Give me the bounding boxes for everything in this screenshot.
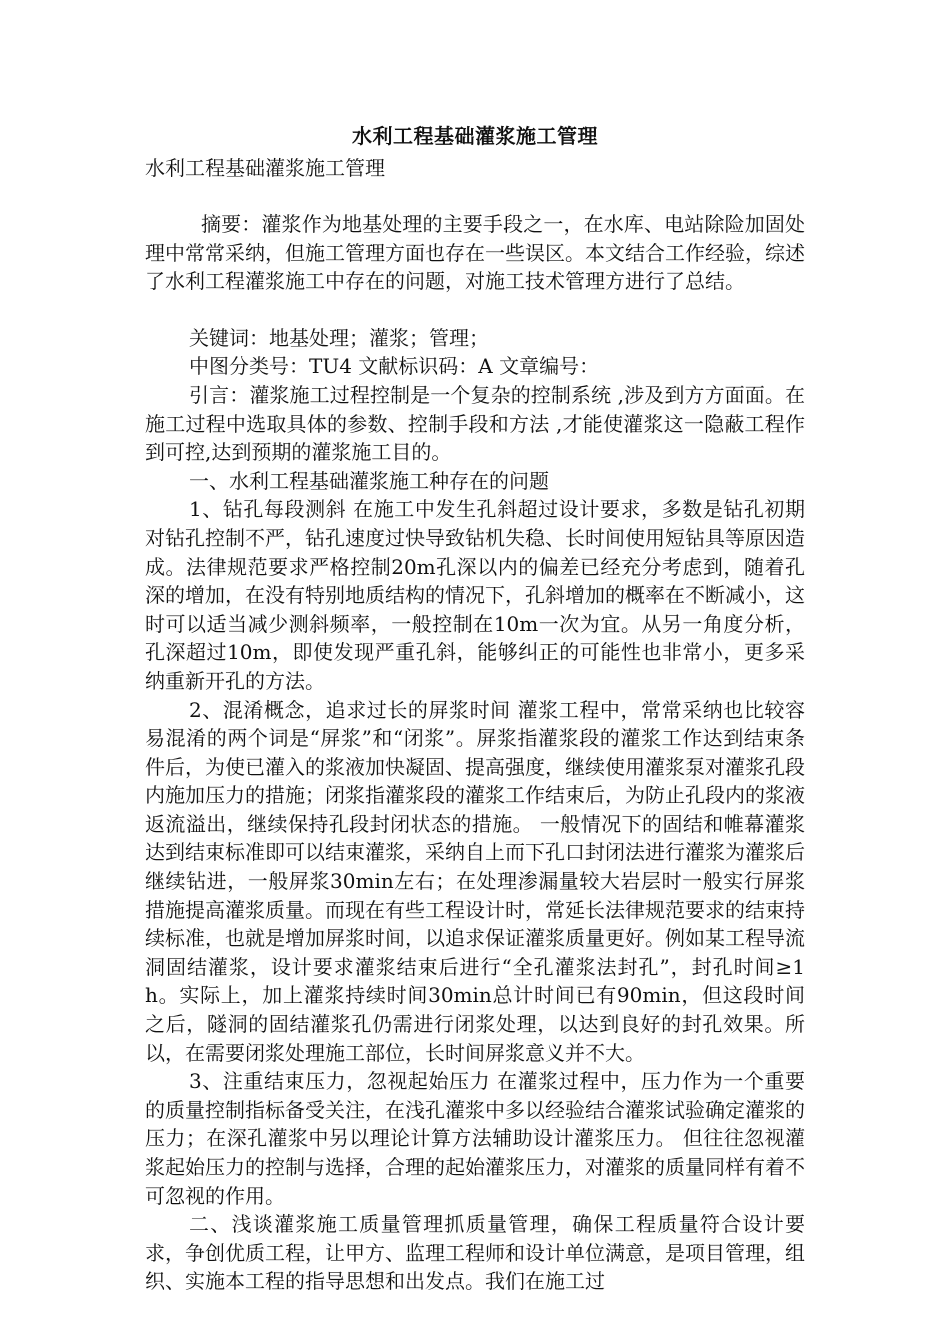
section-2-paragraph: 二、浅谈灌浆施工质量管理抓质量管理，确保工程质量符合设计要求，争创优质工程，让甲方、监理工程师和设计单位满意，是项目管理，组织、实施本工程的指导思想和出发点。我们在施工过 [145,1212,805,1294]
keywords-line: 关键词：地基处理；灌浆；管理； [189,325,489,350]
document-page [145,118,805,1296]
blank-line [145,182,805,210]
classification-line: 中图分类号：TU4 文献标识码：A 文章编号： [189,354,600,379]
item-1-paragraph: 1、钻孔每段测斜 在施工中发生孔斜超过设计要求，多数是钻孔初期对钻孔控制不严，钻孔速度过快导致钻机失稳、长时间使用短钻具等原因造成。法律规范要求严格控制20m孔深以内的偏差已经充分考虑到，随着孔深的增加，在没有特别地质结构的情况下，孔斜增加的概率在不断减小，这时可以适当减少测斜频率，一般控制在10m一次为宜。从另一角度分析，孔深超过10m，即使发现严重孔斜，能够纠正的可能性也非常小，更多采纳重新开孔的方法。 [145,497,805,693]
blank-line [145,296,805,324]
section-heading-1: 一、水利工程基础灌浆施工种存在的问题 [189,468,549,493]
document-subtitle: 水利工程基础灌浆施工管理 [145,156,385,180]
intro-paragraph: 引言：灌浆施工过程控制是一个复杂的控制系统 ,涉及到方方面面。在施工过程中选取具体的参数、控制手段和方法 ,才能使灌浆这一隐蔽工程作到可控,达到预期的灌浆施工目的。 [145,382,805,465]
item-2-paragraph: 2、混淆概念，追求过长的屏浆时间 灌浆工程中，常常采纳也比较容易混淆的两个词是“屏浆”和“闭浆”。屏浆指灌浆段的灌浆工作达到结束条件后，为使已灌入的浆液加快凝固、提高强度，继续使用灌浆泵对灌浆孔段内施加压力的措施；闭浆指灌浆段的灌浆工作结束后，为防止孔段内的浆液返流溢出，继续保持孔段封闭状态的措施。 一般情况下的固结和帷幕灌浆达到结束标准即可以结束灌浆，采纳自上而下孔口封闭法进行灌浆为灌浆后继续钻进，一般屏浆30min左右；在处理渗漏量较大岩层时一般实行屏浆措施提高灌浆质量。而现在有些工程设计时，常延长法律规范要求的结束持续标准，也就是增加屏浆时间，以追求保证灌浆质量更好。例如某工程导流洞固结灌浆，设计要求灌浆结束后进行“全孔灌浆法封孔”，封孔时间≥1h。实际上，加上灌浆持续时间30min总计时间已有90min，但这段时间之后，隧洞的固结灌浆孔仍需进行闭浆处理，以达到良好的封孔效果。所以，在需要闭浆处理施工部位，长时间屏浆意义并不大。 [145,697,805,1065]
item-3-paragraph: 3、注重结束压力，忽视起始压力 在灌浆过程中，压力作为一个重要的质量控制指标备受关注，在浅孔灌浆中多以经验结合灌浆试验确定灌浆的压力；在深孔灌浆中另以理论计算方法辅助设计灌浆压力。 但往往忽视灌浆起始压力的控制与选择，合理的起始灌浆压力，对灌浆的质量同样有着不可忽视的作用。 [145,1069,805,1208]
document-title: 水利工程基础灌浆施工管理 [352,124,598,148]
abstract-paragraph: 摘要：灌浆作为地基处理的主要手段之一，在水库、电站除险加固处理中常常采纳，但施工管理方面也存在一些误区。本文结合工作经验，综述了水利工程灌浆施工中存在的问题，对施工技术管理方进行了总结。 [145,212,805,294]
